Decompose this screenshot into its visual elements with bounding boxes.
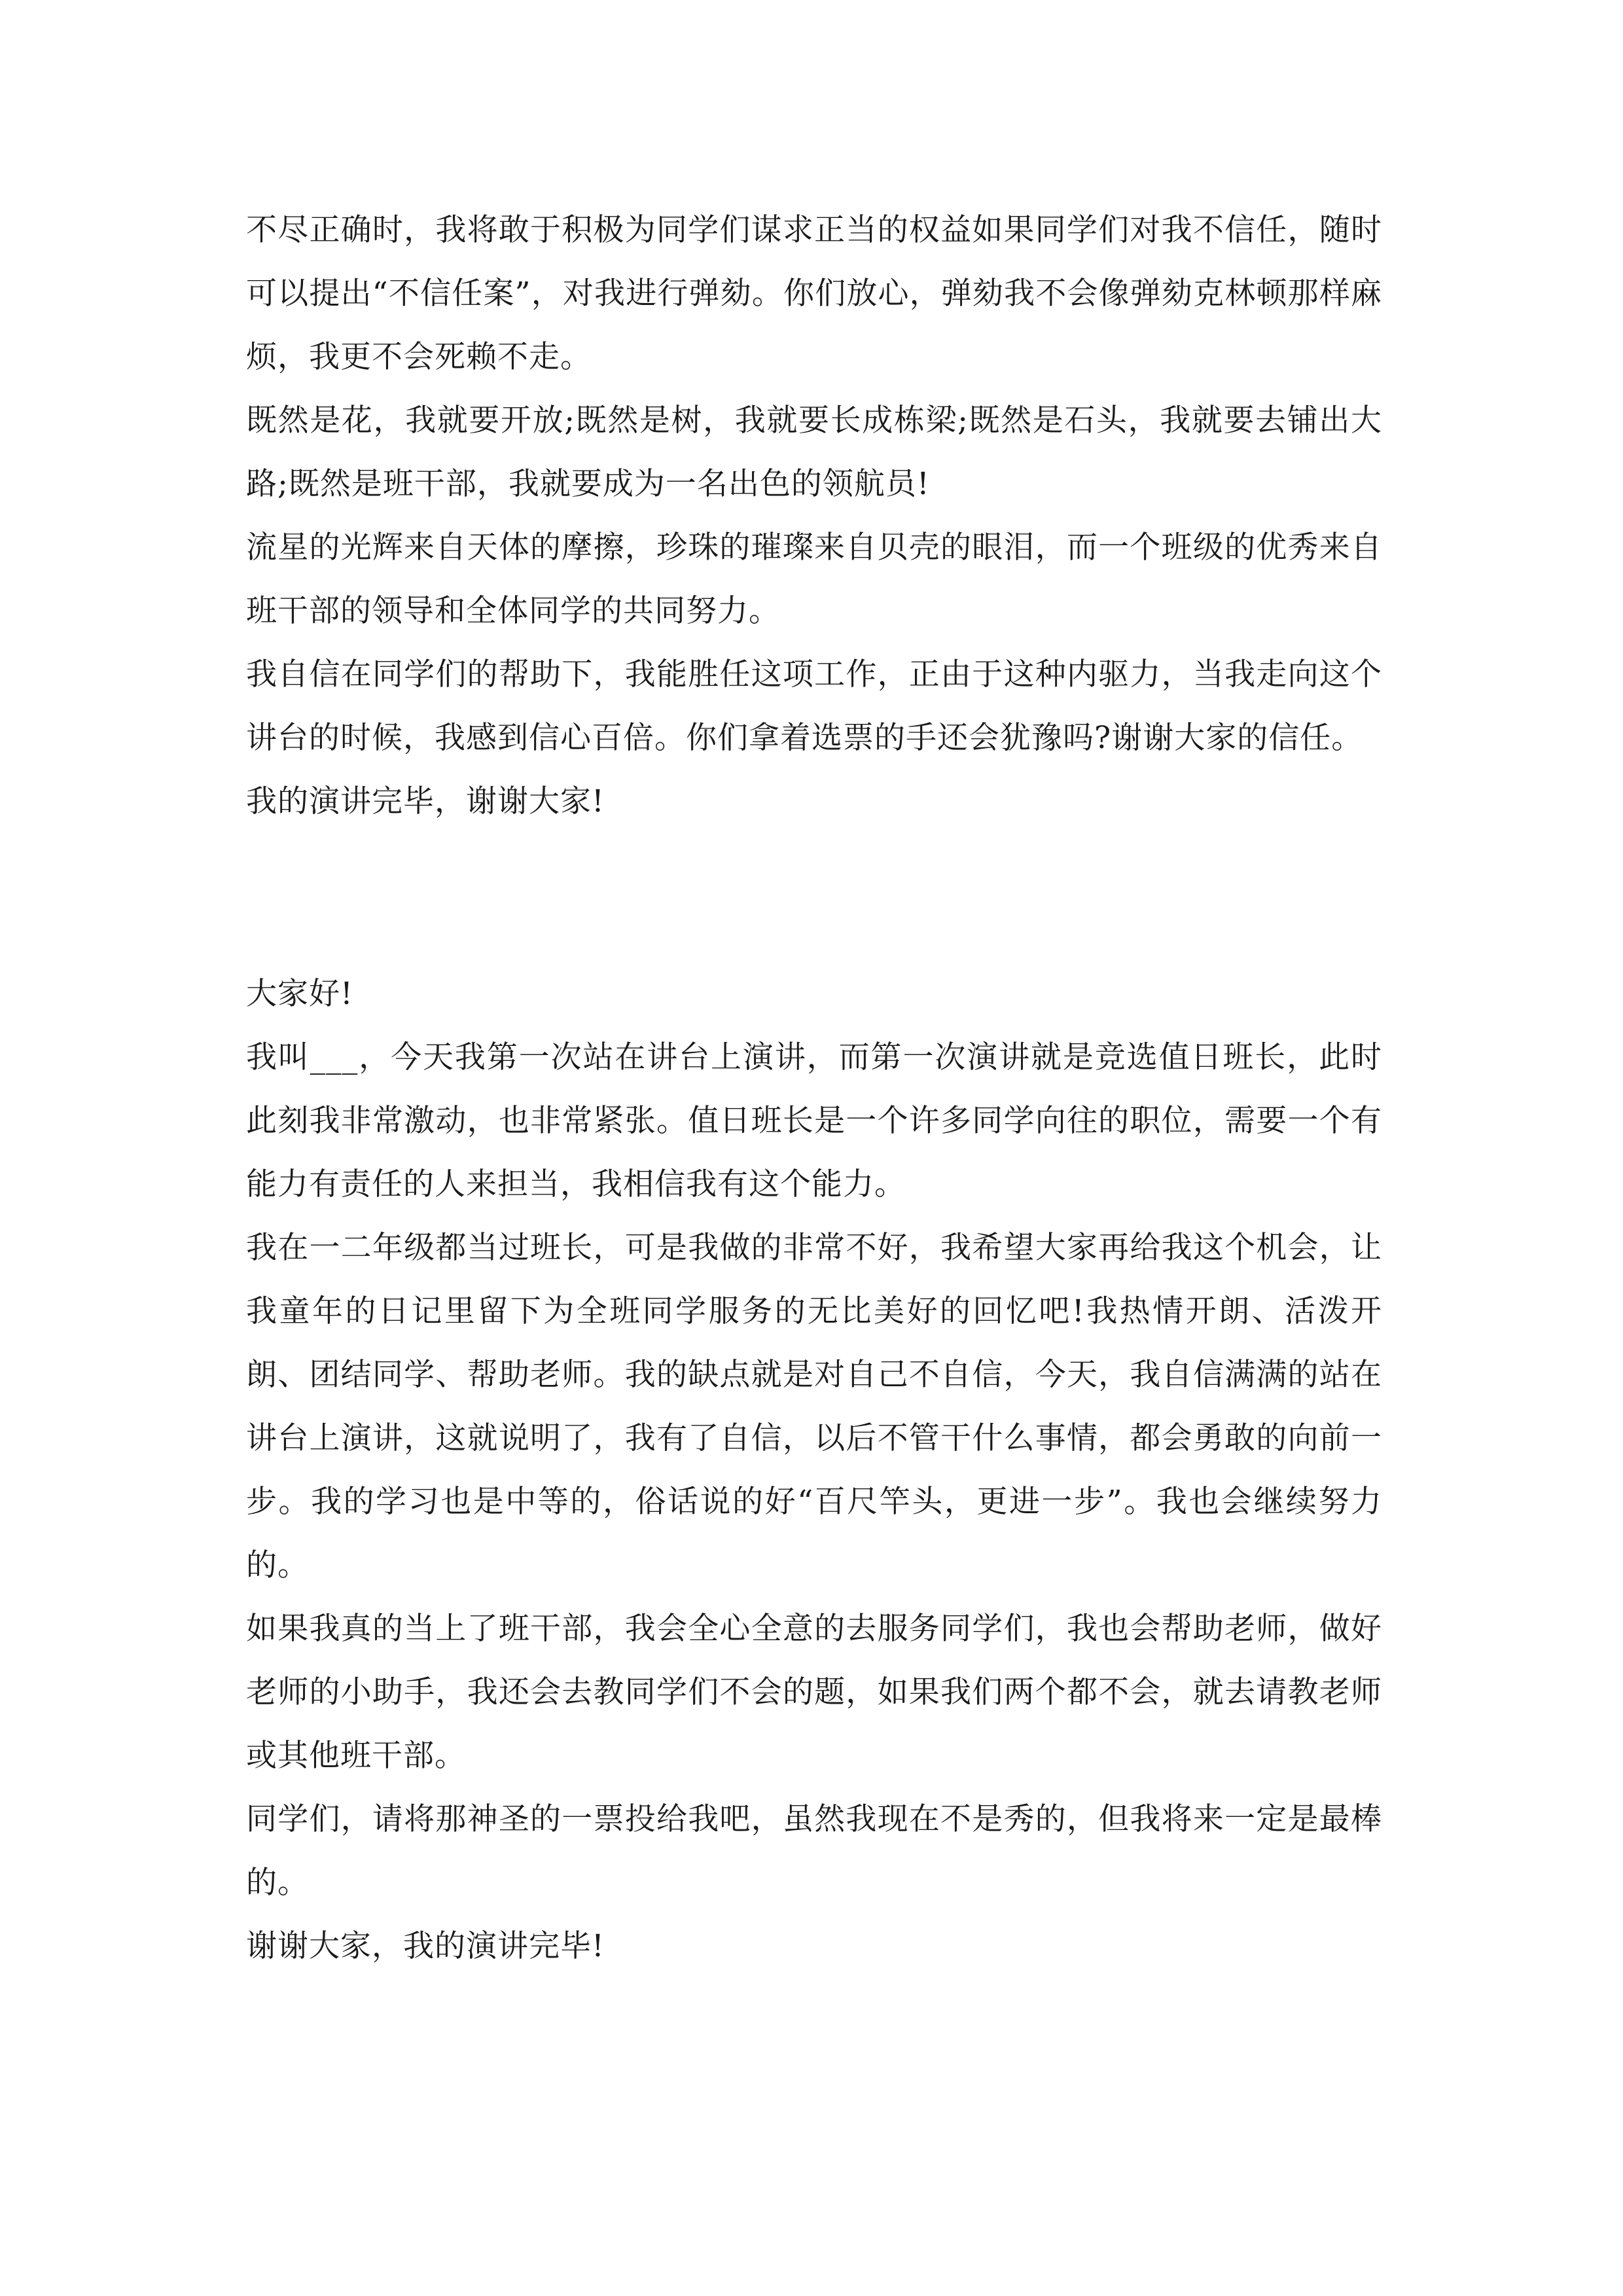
paragraph: 如果我真的当上了班干部，我会全心全意的去服务同学们，我也会帮助老师，做好老师的小助手，我还会去教同学们不会的题，如果我们两个都不会，就去请教老师或其他班干部。 [246, 1611, 1382, 1774]
paragraph: 流星的光辉来自天体的摩擦，珍珠的璀璨来自贝壳的眼泪，而一个班级的优秀来自班干部的领导和全体同学的共同努力。 [246, 529, 1382, 629]
paragraph: 既然是花，我就要开放;既然是树，我就要长成栋梁;既然是石头，我就要去铺出大路;既然是班干部，我就要成为一名出色的领航员! [246, 403, 1382, 502]
paragraph: 我自信在同学们的帮助下，我能胜任这项工作，正由于这种内驱力，当我走向这个讲台的时候，我感到信心百倍。你们拿着选票的手还会犹豫吗?谢谢大家的信任。 [246, 656, 1382, 756]
closing: 谢谢大家，我的演讲完毕! [246, 1928, 605, 1964]
paragraph: 我在一二年级都当过班长，可是我做的非常不好，我希望大家再给我这个机会，让我童年的日记里留下为全班同学服务的无比美好的回忆吧!我热情开朗、活泼开朗、团结同学、帮助老师。我的缺点就是对自己不自信，今天，我自信满满的站在讲台上演讲，这就说明了，我有了自信，以后不管干什么事情，都会勇敢的向前一步。我的学习也是中等的，俗话说的好“百尺竿头，更进一步”。我也会继续努力的。 [246, 1230, 1382, 1583]
paragraph: 同学们，请将那神圣的一票投给我吧，虽然我现在不是秀的，但我将来一定是最棒的。 [246, 1801, 1382, 1901]
paragraph: 不尽正确时，我将敢于积极为同学们谋求正当的权益如果同学们对我不信任，随时可以提出“不信任案”，对我进行弹劾。你们放心，弹劾我不会像弹劾克林顿那样麻烦，我更不会死赖不走。 [246, 212, 1382, 375]
speech-2 [246, 962, 1382, 1978]
paragraph: 我叫___，今天我第一次站在讲台上演讲，而第一次演讲就是竞选值日班长，此时此刻我非常激动，也非常紧张。值日班长是一个许多同学向往的职位，需要一个有能力有责任的人来担当，我相信我有这个能力。 [246, 1039, 1382, 1202]
speech-1-continuation [246, 198, 1382, 833]
greeting: 大家好! [246, 976, 353, 1012]
paragraph: 我的演讲完毕，谢谢大家! [246, 783, 605, 819]
